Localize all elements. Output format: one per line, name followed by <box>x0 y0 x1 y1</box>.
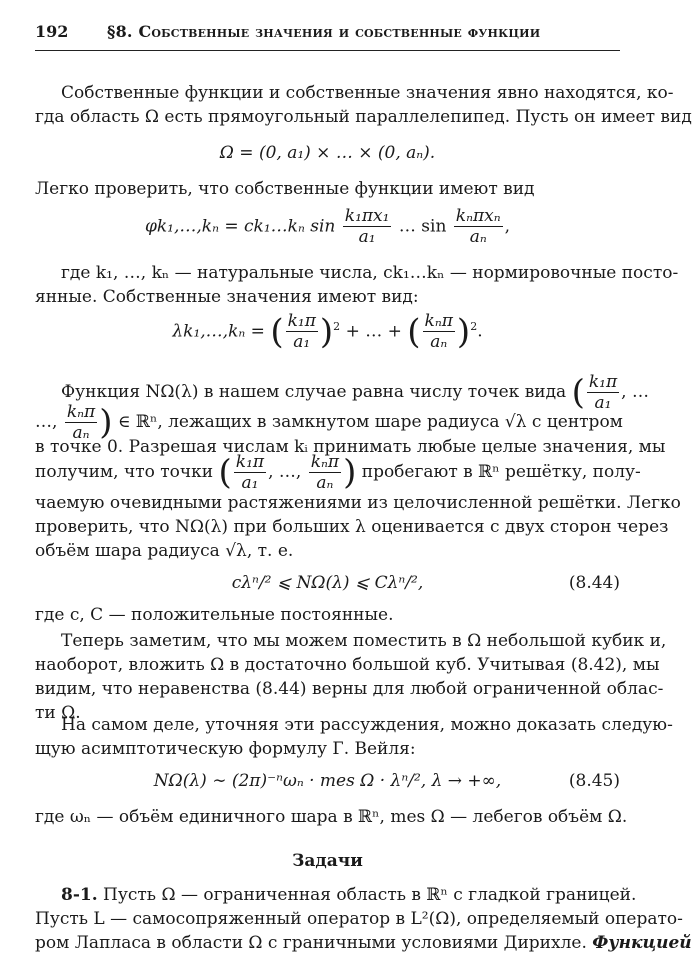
text-line: Собственные функции и собственные значения явно находятся, ко- <box>61 83 674 103</box>
eq-part: + … + <box>345 321 402 342</box>
text-line: Теперь заметим, что мы можем поместить в Ω небольшой кубик и, <box>61 631 667 651</box>
numerator: kₙπ <box>66 401 96 422</box>
denominator: a₁ <box>594 392 612 413</box>
text-line: …, $\frac{\text{kₙπ}}{\text{aₙ}}$ ) ∈ ℝⁿ, лежащих в замкнутом шаре радиуса √λ с центром <box>35 401 623 443</box>
numerator: k₁π <box>588 371 618 392</box>
text-line: проверить, что NΩ(λ) при больших λ оценивается с двух сторон через <box>35 517 669 537</box>
text-span: получим, что точки <box>35 462 214 482</box>
eq-part: cλⁿ/² ⩽ NΩ(λ) ⩽ Cλⁿ/², <box>231 573 424 593</box>
text-span: ∈ ℝⁿ, лежащих в замкнутом шаре радиуса √λ с центром <box>117 412 623 432</box>
text-line: ти Ω. <box>35 703 81 723</box>
fraction <box>234 451 266 493</box>
text-line: чаемую очевидными растяжениями из целочисленной решётки. Легко <box>35 493 681 513</box>
denominator: a₁ <box>241 472 259 493</box>
text-span: пробегают в ℝⁿ решётку, полу- <box>361 462 641 482</box>
text-line: в точке 0. Разрешая числам kᵢ принимать любые целые значения, мы <box>35 437 666 457</box>
denominator: aₙ <box>316 472 334 493</box>
equation-omega: Ω = (0, a₁) × … × (0, aₙ). <box>219 143 436 163</box>
text-line: Пусть L — самосопряженный оператор в L²(Ω), определяемый операто- <box>35 909 683 929</box>
eq-part: φk₁,…,kₙ = ck₁…kₙ sin <box>144 216 336 237</box>
page-number: 192 <box>35 22 69 41</box>
text-line: получим, что точки ( $\frac{\text{k₁π}}{\text{a₁}}$ , …, $\frac{\text{kₙπ}}{\text{aₙ}}$ ) пробегают в ℝⁿ решётку, полу- <box>35 451 641 493</box>
emphasis: Функцией <box>592 933 692 953</box>
fraction <box>286 313 318 351</box>
denominator: aₙ <box>72 422 90 443</box>
denominator: a₁ <box>293 332 311 352</box>
numerator: k₁πx₁ <box>344 206 390 226</box>
text-span: Пусть Ω — ограниченная область в ℝⁿ с гладкой границей. <box>103 885 637 905</box>
denominator: aₙ <box>430 332 448 352</box>
fraction <box>454 208 503 246</box>
eq-part: NΩ(λ) ∼ (2π)⁻ⁿωₙ · mes Ω · λⁿ/², λ → +∞, <box>153 771 502 791</box>
text-line: На самом деле, уточняя эти рассуждения, можно доказать следую- <box>61 715 673 735</box>
eq-part: λk₁,…,kₙ = <box>172 321 265 342</box>
fraction <box>343 208 392 246</box>
text-line <box>35 884 637 906</box>
running-header <box>35 12 620 42</box>
header-rule <box>35 50 620 51</box>
numerator: kₙπxₙ <box>455 206 501 226</box>
text-line: янные. Собственные значения имеют вид: <box>35 287 419 307</box>
equation-lambda: λk₁,…,kₙ = ( $\frac{\text{k₁π}}{\text{a₁}}$ )$^2$ + … + ( $\frac{\text{kₙπ}}{\text{aₙ}}$ )$^2$. <box>172 311 483 352</box>
problems-heading: Задачи <box>292 851 363 871</box>
numerator: k₁π <box>287 311 316 331</box>
equation-number: (8.44) <box>568 573 620 593</box>
text-line: видим, что неравенства (8.44) верны для любой ограниченной облас- <box>35 679 664 699</box>
denominator: aₙ <box>469 227 487 247</box>
fraction <box>423 313 455 351</box>
eq-part: … sin <box>398 216 447 237</box>
text-line <box>35 932 692 954</box>
text-line: Функция NΩ(λ) в нашем случае равна числу точек вида ( $\frac{\text{k₁π}}{\text{a₁}}$ , … <box>61 371 649 413</box>
numerator: kₙπ <box>424 311 453 331</box>
numerator: k₁π <box>235 451 265 472</box>
text-line: гда область Ω есть прямоугольный параллелепипед. Пусть он имеет вид <box>35 107 692 127</box>
text-span: Функция NΩ(λ) в нашем случае равна числу точек вида <box>61 382 567 402</box>
equation-845 <box>35 770 620 792</box>
problem-label: 8-1. <box>61 885 98 905</box>
numerator: kₙπ <box>310 451 340 472</box>
text-span: ром Лапласа в области Ω с граничными условиями Дирихле. <box>35 933 587 953</box>
denominator: a₁ <box>358 227 376 247</box>
text-line: где ωₙ — объём единичного шара в ℝⁿ, mes Ω — лебегов объём Ω. <box>35 807 628 827</box>
equation-number: (8.45) <box>568 771 620 791</box>
text-line: щую асимптотическую формулу Г. Вейля: <box>35 739 416 759</box>
fraction <box>309 451 341 493</box>
text-line: объём шара радиуса √λ, т. е. <box>35 541 294 561</box>
text-line: наоборот, вложить Ω в достаточно большой куб. Учитывая (8.42), мы <box>35 655 660 675</box>
text-line: Легко проверить, что собственные функции имеют вид <box>35 179 535 199</box>
text-line: где c, C — положительные постоянные. <box>35 605 394 625</box>
section-title: §8. Собственные значения и собственные функции <box>107 22 541 41</box>
text-line: где k₁, …, kₙ — натуральные числа, ck₁…kₙ — нормировочные посто- <box>61 263 679 283</box>
equation-phi: φk₁,…,kₙ = ck₁…kₙ sin $\frac{\text{k₁πx₁}}{\text{a₁}}$ … sin $\frac{\text{kₙπxₙ}}{\text{aₙ}}$ , <box>144 206 511 247</box>
equation-844 <box>35 572 620 594</box>
